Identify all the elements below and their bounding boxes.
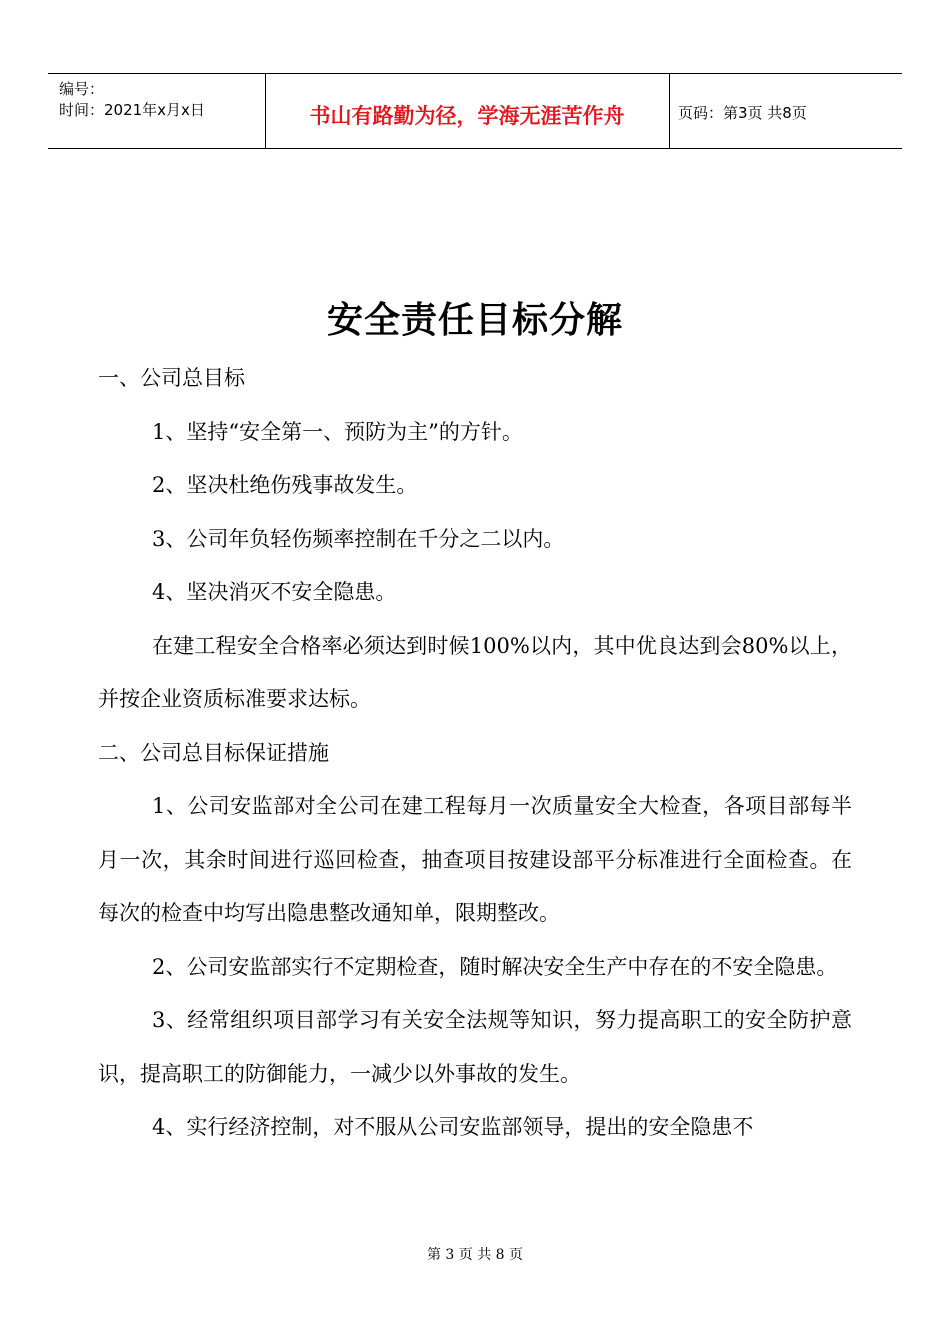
- section-heading-2: 二、公司总目标保证措施: [98, 740, 329, 765]
- measure-item-1: 1、公司安监部对全公司在建工程每月一次质量安全大检查，各项目部每半月一次，其余时间进行巡回检查，抽查项目按建设部平分标准进行全面检查。在每次的检查中均写出隐患整改通知单，限期整改。: [98, 794, 852, 925]
- goal-item-4: 4、坚决消灭不安全隐患。: [152, 580, 397, 604]
- page-header: [48, 73, 902, 149]
- goal-item-2: 2、坚决杜绝伤残事故发生。: [152, 473, 418, 497]
- section-heading-1: 一、公司总目标: [98, 366, 245, 390]
- document-number: 编号：: [59, 80, 105, 98]
- measure-item-2: 2、公司安监部实行不定期检查，随时解决安全生产中存在的不安全隐患。: [152, 954, 838, 979]
- measure-item-3: 3、经常组织项目部学习有关安全法规等知识，努力提高职工的安全防护意识，提高职工的防御能力，一减少以外事故的发生。: [98, 1008, 852, 1086]
- measure-item-4: 4、实行经济控制，对不服从公司安监部领导，提出的安全隐患不: [152, 1115, 754, 1139]
- header-motto: 书山有路勤为径，学海无涯苦作舟: [309, 104, 625, 128]
- header-motto-cell: [265, 74, 670, 148]
- document-date: 时间：2021年x月x日: [59, 101, 205, 119]
- goal-item-3: 3、公司年负轻伤频率控制在千分之二以内。: [152, 526, 565, 551]
- goal-item-1: 1、坚持“安全第一、预防为主”的方针。: [152, 419, 523, 444]
- document-title: 安全责任目标分解: [326, 300, 623, 341]
- header-info-cell: [48, 74, 266, 148]
- goal-paragraph: 在建工程安全合格率必须达到时候100%以内，其中优良达到会80%以上，并按企业资质标准要求达标。: [98, 633, 852, 711]
- document-body: [98, 352, 852, 1155]
- page-footer: 第 3 页 共 8 页: [426, 1247, 524, 1263]
- header-page-cell: [669, 74, 902, 148]
- header-page-number: 页码：第3页 共8页: [678, 104, 807, 122]
